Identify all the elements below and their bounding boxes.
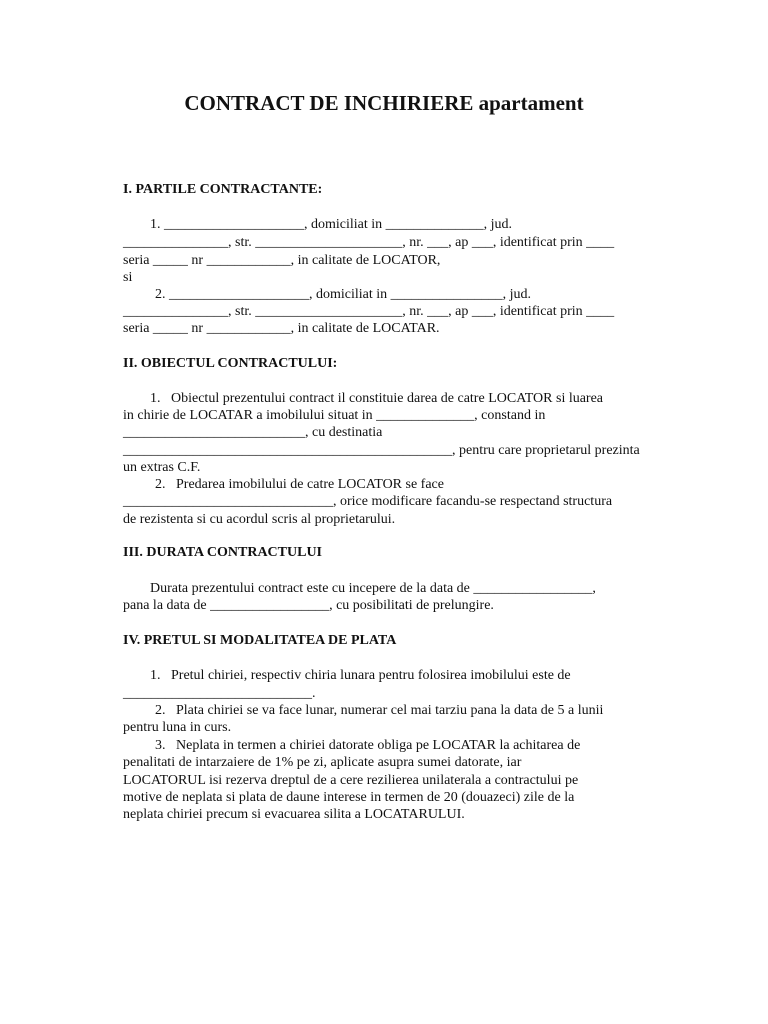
paragraph-line: in chirie de LOCATAR a imobilului situat in ______________, constand in [123,408,546,423]
paragraph-line: un extras C.F. [123,460,201,475]
paragraph-line: de rezistenta si cu acordul scris al proprietarului. [123,512,396,527]
paragraph-line: _______________, str. _____________________, nr. ___, ap ___, identificat prin ____ [123,304,615,319]
paragraph-line: seria _____ nr ____________, in calitate de LOCATOR, [123,253,441,268]
paragraph-line: ______________________________, orice modificare facandu-se respectand structura [123,494,613,509]
paragraph-line: motive de neplata si plata de daune interese in termen de 20 (douazeci) zile de la [123,790,575,805]
document-title: CONTRACT DE INCHIRIERE apartament [184,91,584,115]
paragraph-line: 2. Predarea imobilului de catre LOCATOR se face [155,477,444,492]
paragraph-line: LOCATORUL isi rezerva dreptul de a cere rezilierea unilaterala a contractului pe [123,773,579,788]
paragraph-line: 1. ____________________, domiciliat in ______________, jud. [150,217,513,232]
paragraph-line: seria _____ nr ____________, in calitate de LOCATAR. [123,321,440,336]
section-heading-object: II. OBIECTUL CONTRACTULUI: [123,356,338,371]
paragraph-line: 2. ____________________, domiciliat in ________________, jud. [155,287,532,302]
paragraph-line: pentru luna in curs. [123,720,232,735]
paragraph-line: _______________, str. _____________________, nr. ___, ap ___, identificat prin ____ [123,235,615,250]
paragraph-line: pana la data de _________________, cu posibilitati de prelungire. [123,598,494,613]
paragraph-line: si [123,270,133,285]
paragraph-line: 3. Neplata in termen a chiriei datorate obliga pe LOCATAR la achitarea de [155,738,581,753]
paragraph-line: neplata chiriei precum si evacuarea silita a LOCATARULUI. [123,807,465,822]
paragraph-line: 1. Pretul chiriei, respectiv chiria lunara pentru folosirea imobilului este de [150,668,571,683]
paragraph-line: _______________________________________________, pentru care proprietarul prezinta [123,443,640,458]
section-heading-price: IV. PRETUL SI MODALITATEA DE PLATA [123,633,397,648]
paragraph-line: __________________________, cu destinatia [123,425,383,440]
section-heading-duration: III. DURATA CONTRACTULUI [123,545,323,560]
section-heading-parties: I. PARTILE CONTRACTANTE: [123,182,323,197]
paragraph-line: ___________________________. [123,686,316,701]
paragraph-line: 2. Plata chiriei se va face lunar, numerar cel mai tarziu pana la data de 5 a lunii [155,703,604,718]
paragraph-line: 1. Obiectul prezentului contract il constituie darea de catre LOCATOR si luarea [150,391,604,406]
paragraph-line: penalitati de intarzaiere de 1% pe zi, aplicate asupra sumei datorate, iar [123,755,522,770]
paragraph-line: Durata prezentului contract este cu incepere de la data de _________________, [150,581,596,596]
